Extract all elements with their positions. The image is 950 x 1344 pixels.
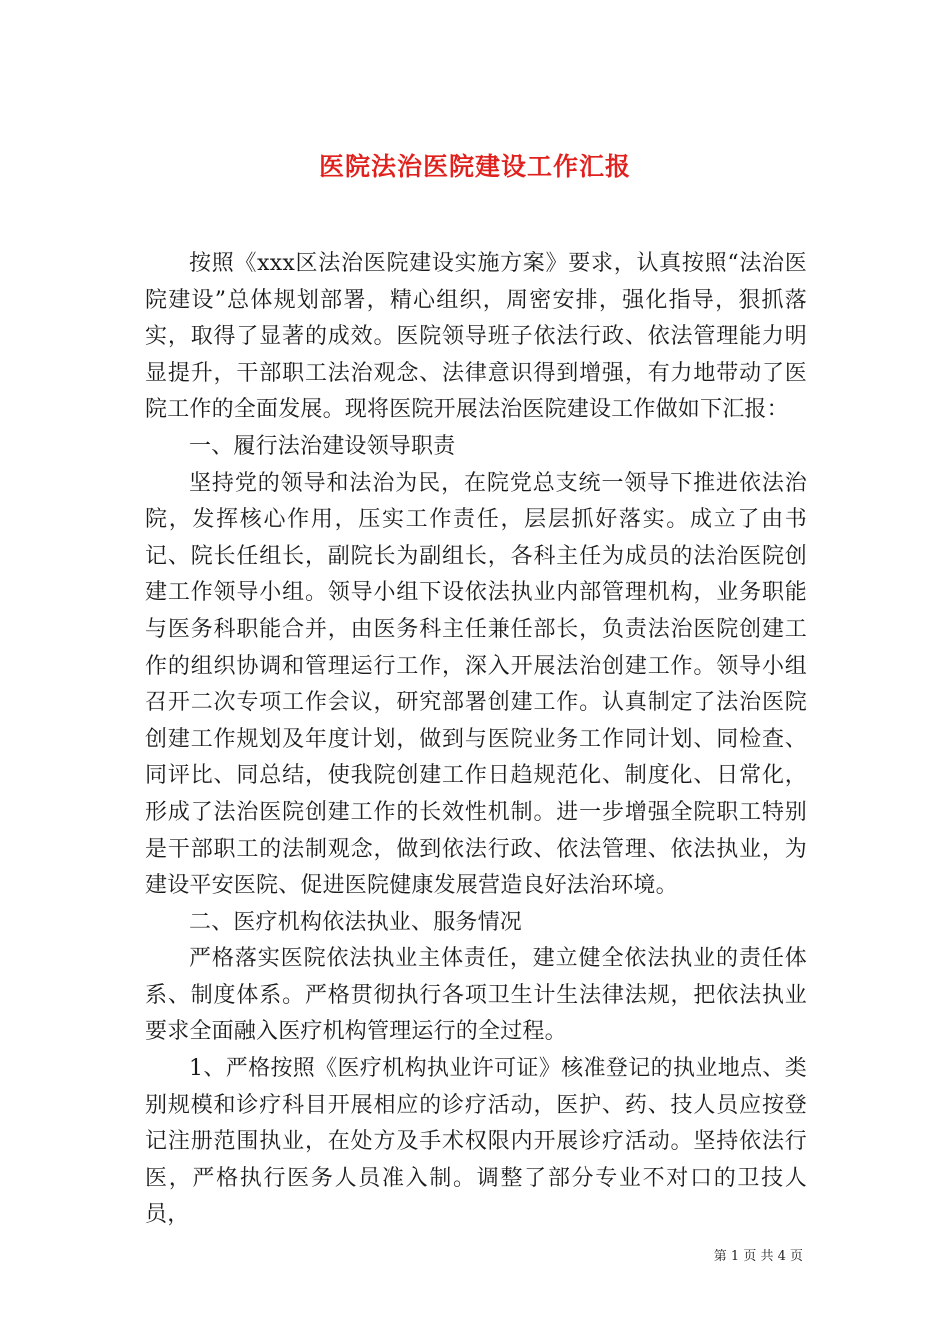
document-body [145,246,807,1234]
document-title: 医院法治医院建设工作汇报 [318,151,631,181]
section-heading-2: 二、医疗机构依法执业、服务情况 [189,909,523,935]
section-1-paragraph: 坚持党的领导和法治为民，在院党总支统一领导下推进依法治院，发挥核心作用，压实工作责任，层层抓好落实。成立了由书记、院长任组长，副院长为副组长，各科主任为成员的法治医院创建工作领导小组。领导小组下设依法执业内部管理机构，业务职能与医务科职能合并，由医务科主任兼任部长，负责法治医院创建工作的组织协调和管理运行工作，深入开展法治创建工作。领导小组召开二次专项工作会议，研究部署创建工作。认真制定了法治医院创建工作规划及年度计划，做到与医院业务工作同计划、同检查、同评比、同总结，使我院创建工作日趋规范化、制度化、日常化，形成了法治医院创建工作的长效性机制。进一步增强全院职工特别是干部职工的法制观念，做到依法行政、依法管理、依法执业，为建设平安医院、促进医院健康发展营造良好法治环境。 [145,470,807,899]
page-number: 第 1 页 共 4 页 [713,1249,803,1264]
section-heading-1: 一、履行法治建设领导职责 [189,433,456,459]
section-2-item-1-paragraph: 1、严格按照《医疗机构执业许可证》核准登记的执业地点、类别规模和诊疗科目开展相应的诊疗活动，医护、药、技人员应按登记注册范围执业，在处方及手术权限内开展诊疗活动。坚持依法行医，严格执行医务人员准入制。调整了部分专业不对口的卫技人员， [145,1056,807,1228]
intro-paragraph: 按照《xxx区法治医院建设实施方案》要求，认真按照“法治医院建设”总体规划部署，精心组织，周密安排，强化指导，狠抓落实，取得了显著的成效。医院领导班子依法行政、依法管理能力明显提升，干部职工法治观念、法律意识得到增强，有力地带动了医院工作的全面发展。现将医院开展法治医院建设工作做如下汇报： [145,251,807,423]
section-2-paragraph: 严格落实医院依法执业主体责任，建立健全依法执业的责任体系、制度体系。严格贯彻执行各项卫生计生法律法规，把依法执业要求全面融入医疗机构管理运行的全过程。 [145,946,807,1045]
